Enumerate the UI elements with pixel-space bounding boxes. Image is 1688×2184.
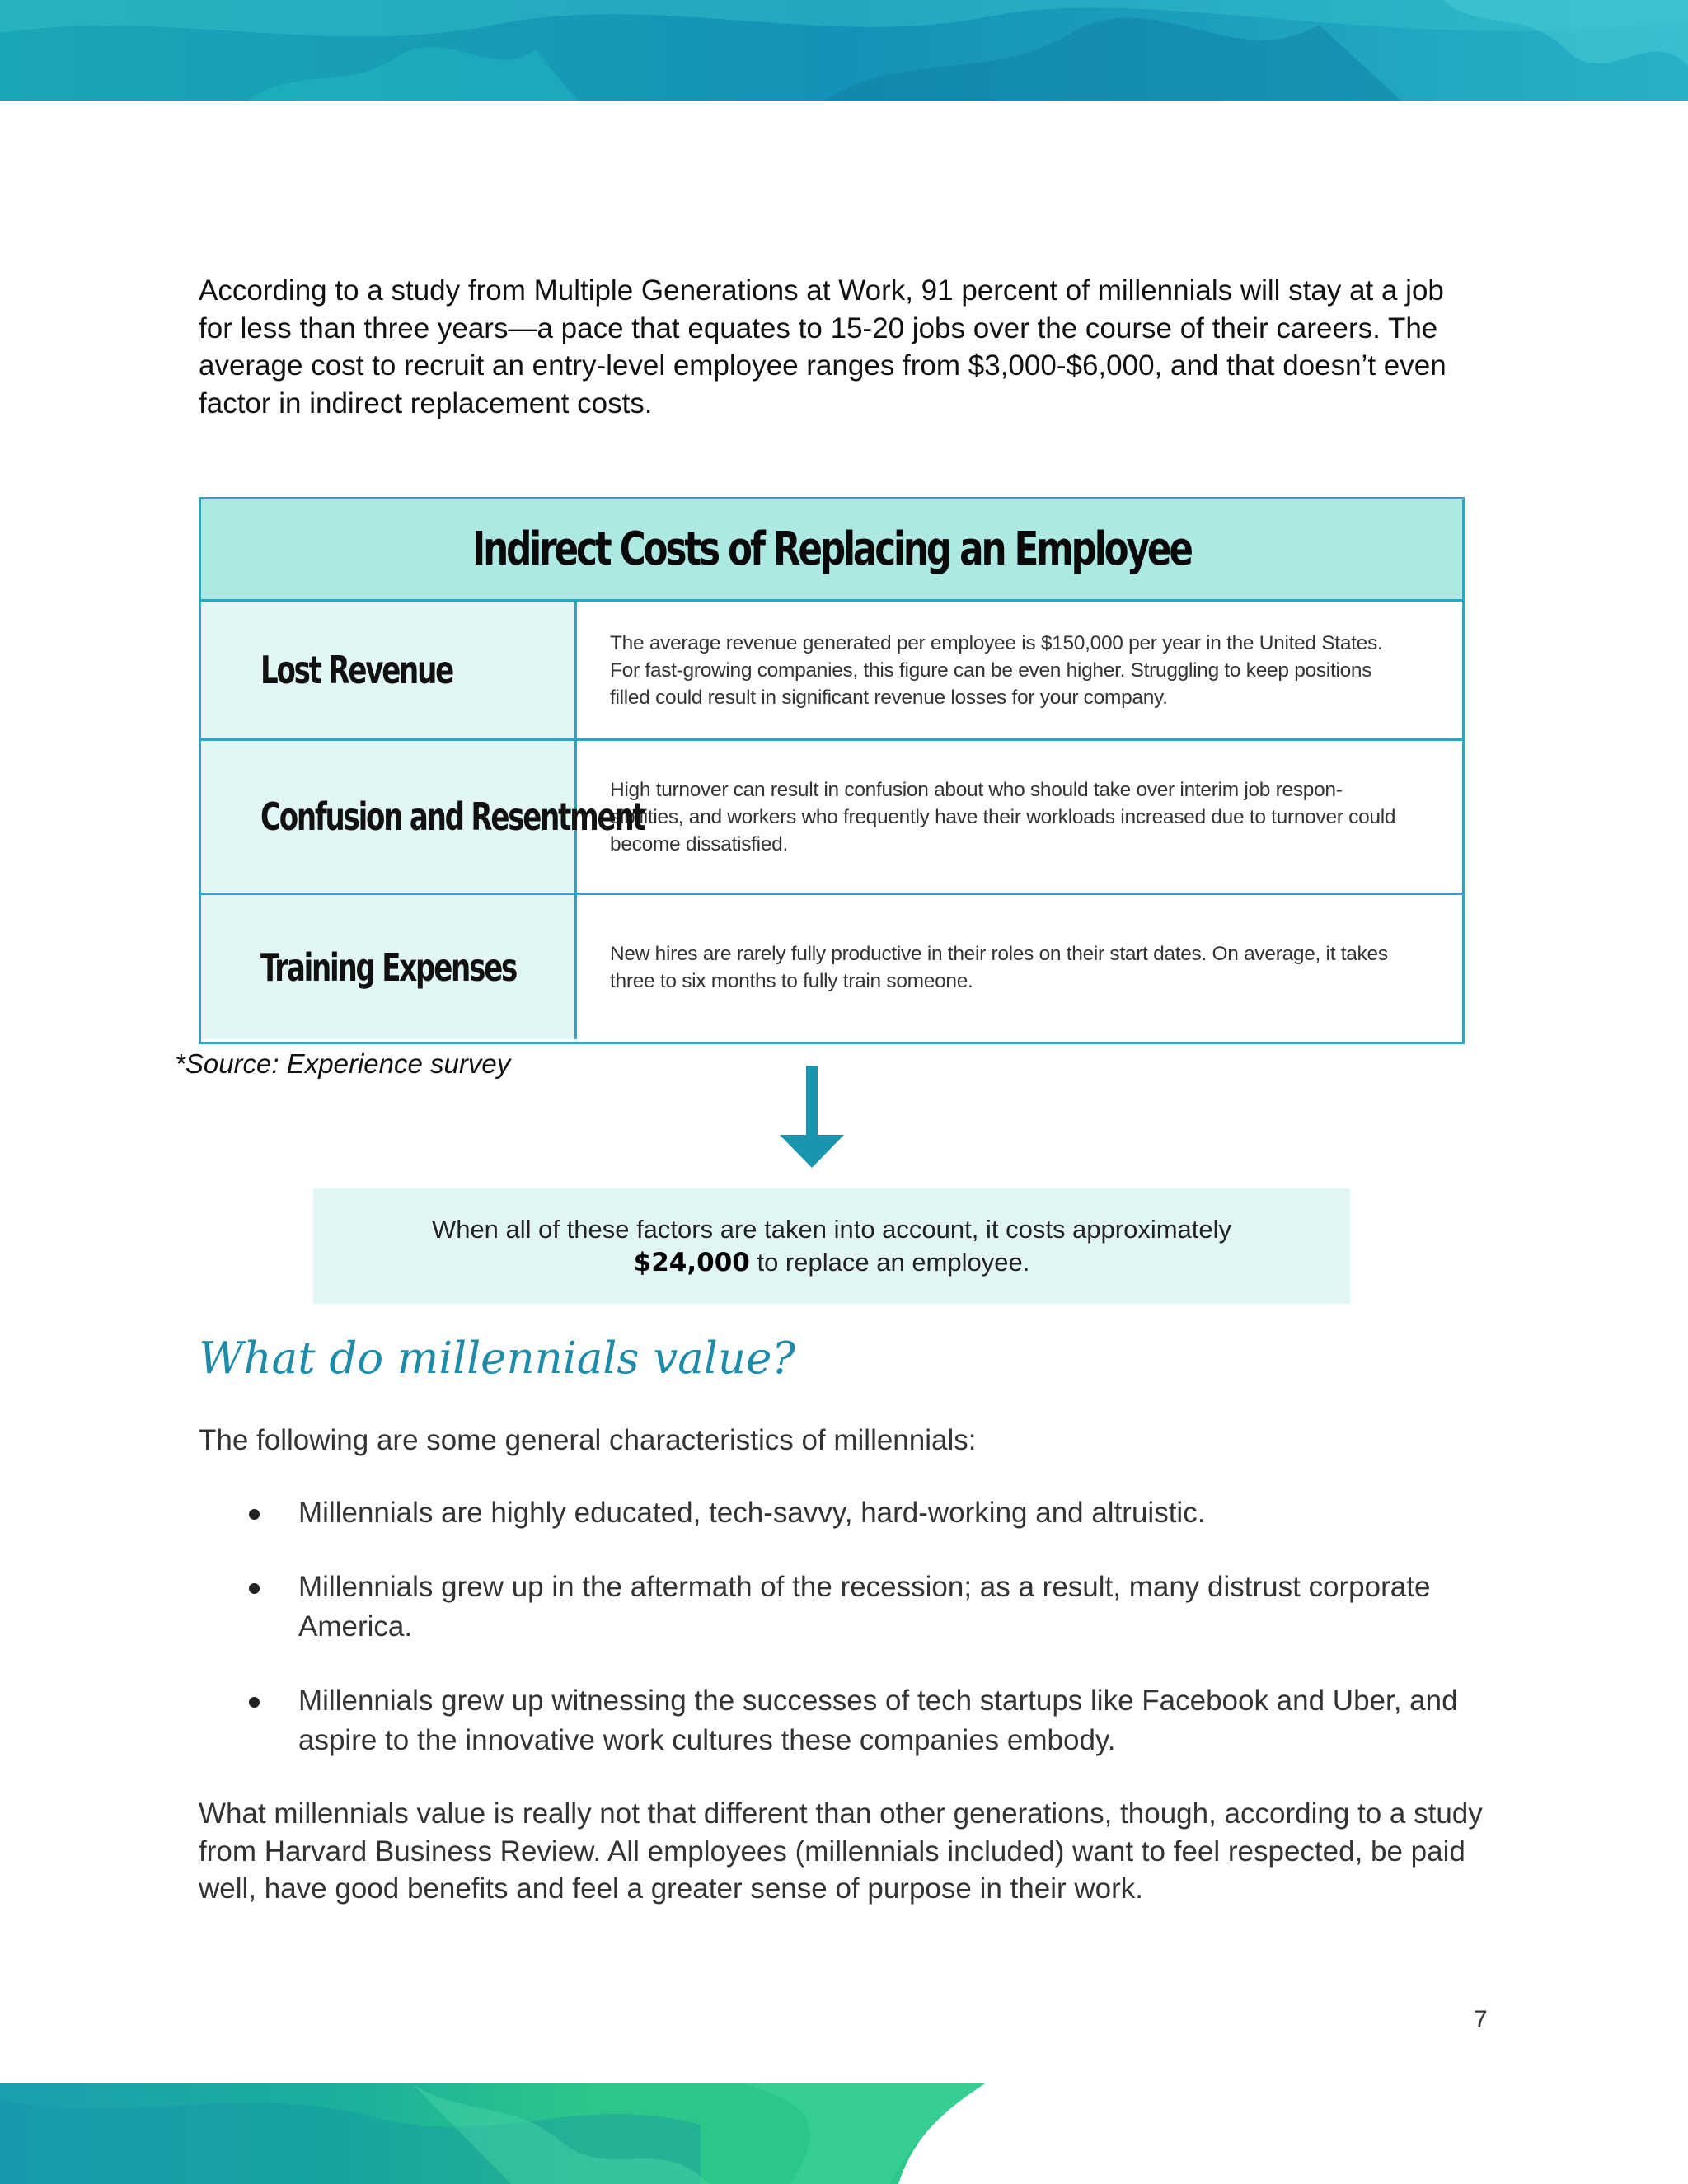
callout-line-2-text: to replace an employee. (757, 1248, 1030, 1277)
top-decorative-banner (0, 0, 1688, 101)
lead-paragraph: The following are some general characteristics of millennials: (199, 1424, 977, 1456)
table-row (201, 738, 1462, 893)
list-item (246, 1493, 1498, 1533)
row-label: Lost Revenue (260, 648, 452, 692)
list-item (246, 1681, 1498, 1760)
callout-line-2 (634, 1246, 1030, 1279)
row-label-cell (201, 895, 577, 1039)
row-label-cell (201, 741, 645, 893)
table-title: Indirect Costs of Replacing an Employee (472, 523, 1191, 576)
row-description: High turnover can result in confusion about who should take over interim job respon-sibilities, and workers who frequently have their workloads increased due to turnover could become dissatisfied. (577, 741, 1462, 893)
callout-line-1: When all of these factors are taken into account, it costs approximately (431, 1215, 1232, 1244)
indirect-costs-table (199, 497, 1465, 1044)
banner-artwork (0, 2083, 1688, 2184)
list-item-text: Millennials grew up in the aftermath of the recession; as a result, many distrust corporate America. (298, 1571, 1431, 1643)
characteristics-list (246, 1493, 1498, 1795)
list-item-text: Millennials grew up witnessing the successes of tech startups like Facebook and Uber, and aspire to the innovative work cultures these companies embody. (298, 1685, 1458, 1756)
closing-paragraph: What millennials value is really not that different than other generations, though, according to a study from Harvard Business Review. All employees (millennials included) want to feel respected, be paid well, have good benefits and feel a greater sense of purpose in their work. (199, 1797, 1483, 1905)
row-label: Confusion and Resentment (260, 794, 645, 839)
intro-paragraph: According to a study from Multiple Generations at Work, 91 percent of millennials will stay at a job for less than three years—a pace that equates to 15-20 jobs over the course of their careers. The average cost to recruit an entry-level employee ranges from $3,000-$6,000, and that doesn’t even factor in indirect replacement costs. (199, 274, 1447, 419)
table-title-row (201, 499, 1462, 602)
list-item (246, 1568, 1498, 1647)
down-arrow-icon (780, 1066, 844, 1169)
row-description: The average revenue generated per employee is $150,000 per year in the United States. For fast-growing companies, this figure can be even higher. Struggling to keep positions filled could result in significant revenue losses for your company. (577, 602, 1462, 738)
row-description: New hires are rarely fully productive in their roles on their start dates. On average, it takes three to six months to fully train someone. (577, 895, 1462, 1039)
cost-callout (313, 1188, 1350, 1304)
bullet-icon (249, 1583, 260, 1594)
list-item-text: Millennials are highly educated, tech-savvy, hard-working and altruistic. (298, 1497, 1206, 1529)
bullet-icon (249, 1697, 260, 1708)
row-label: Training Expenses (260, 944, 517, 990)
source-note: *Source: Experience survey (175, 1048, 511, 1079)
page-number: 7 (1474, 2006, 1488, 2033)
bottom-decorative-banner (0, 2083, 1688, 2184)
bullet-icon (249, 1509, 260, 1520)
table-row (201, 893, 1462, 1039)
callout-amount: $24,000 (633, 1248, 750, 1277)
section-heading: What do millennials value? (199, 1333, 795, 1384)
table-row (201, 602, 1462, 738)
banner-artwork (0, 0, 1688, 101)
row-label-cell (201, 602, 577, 738)
